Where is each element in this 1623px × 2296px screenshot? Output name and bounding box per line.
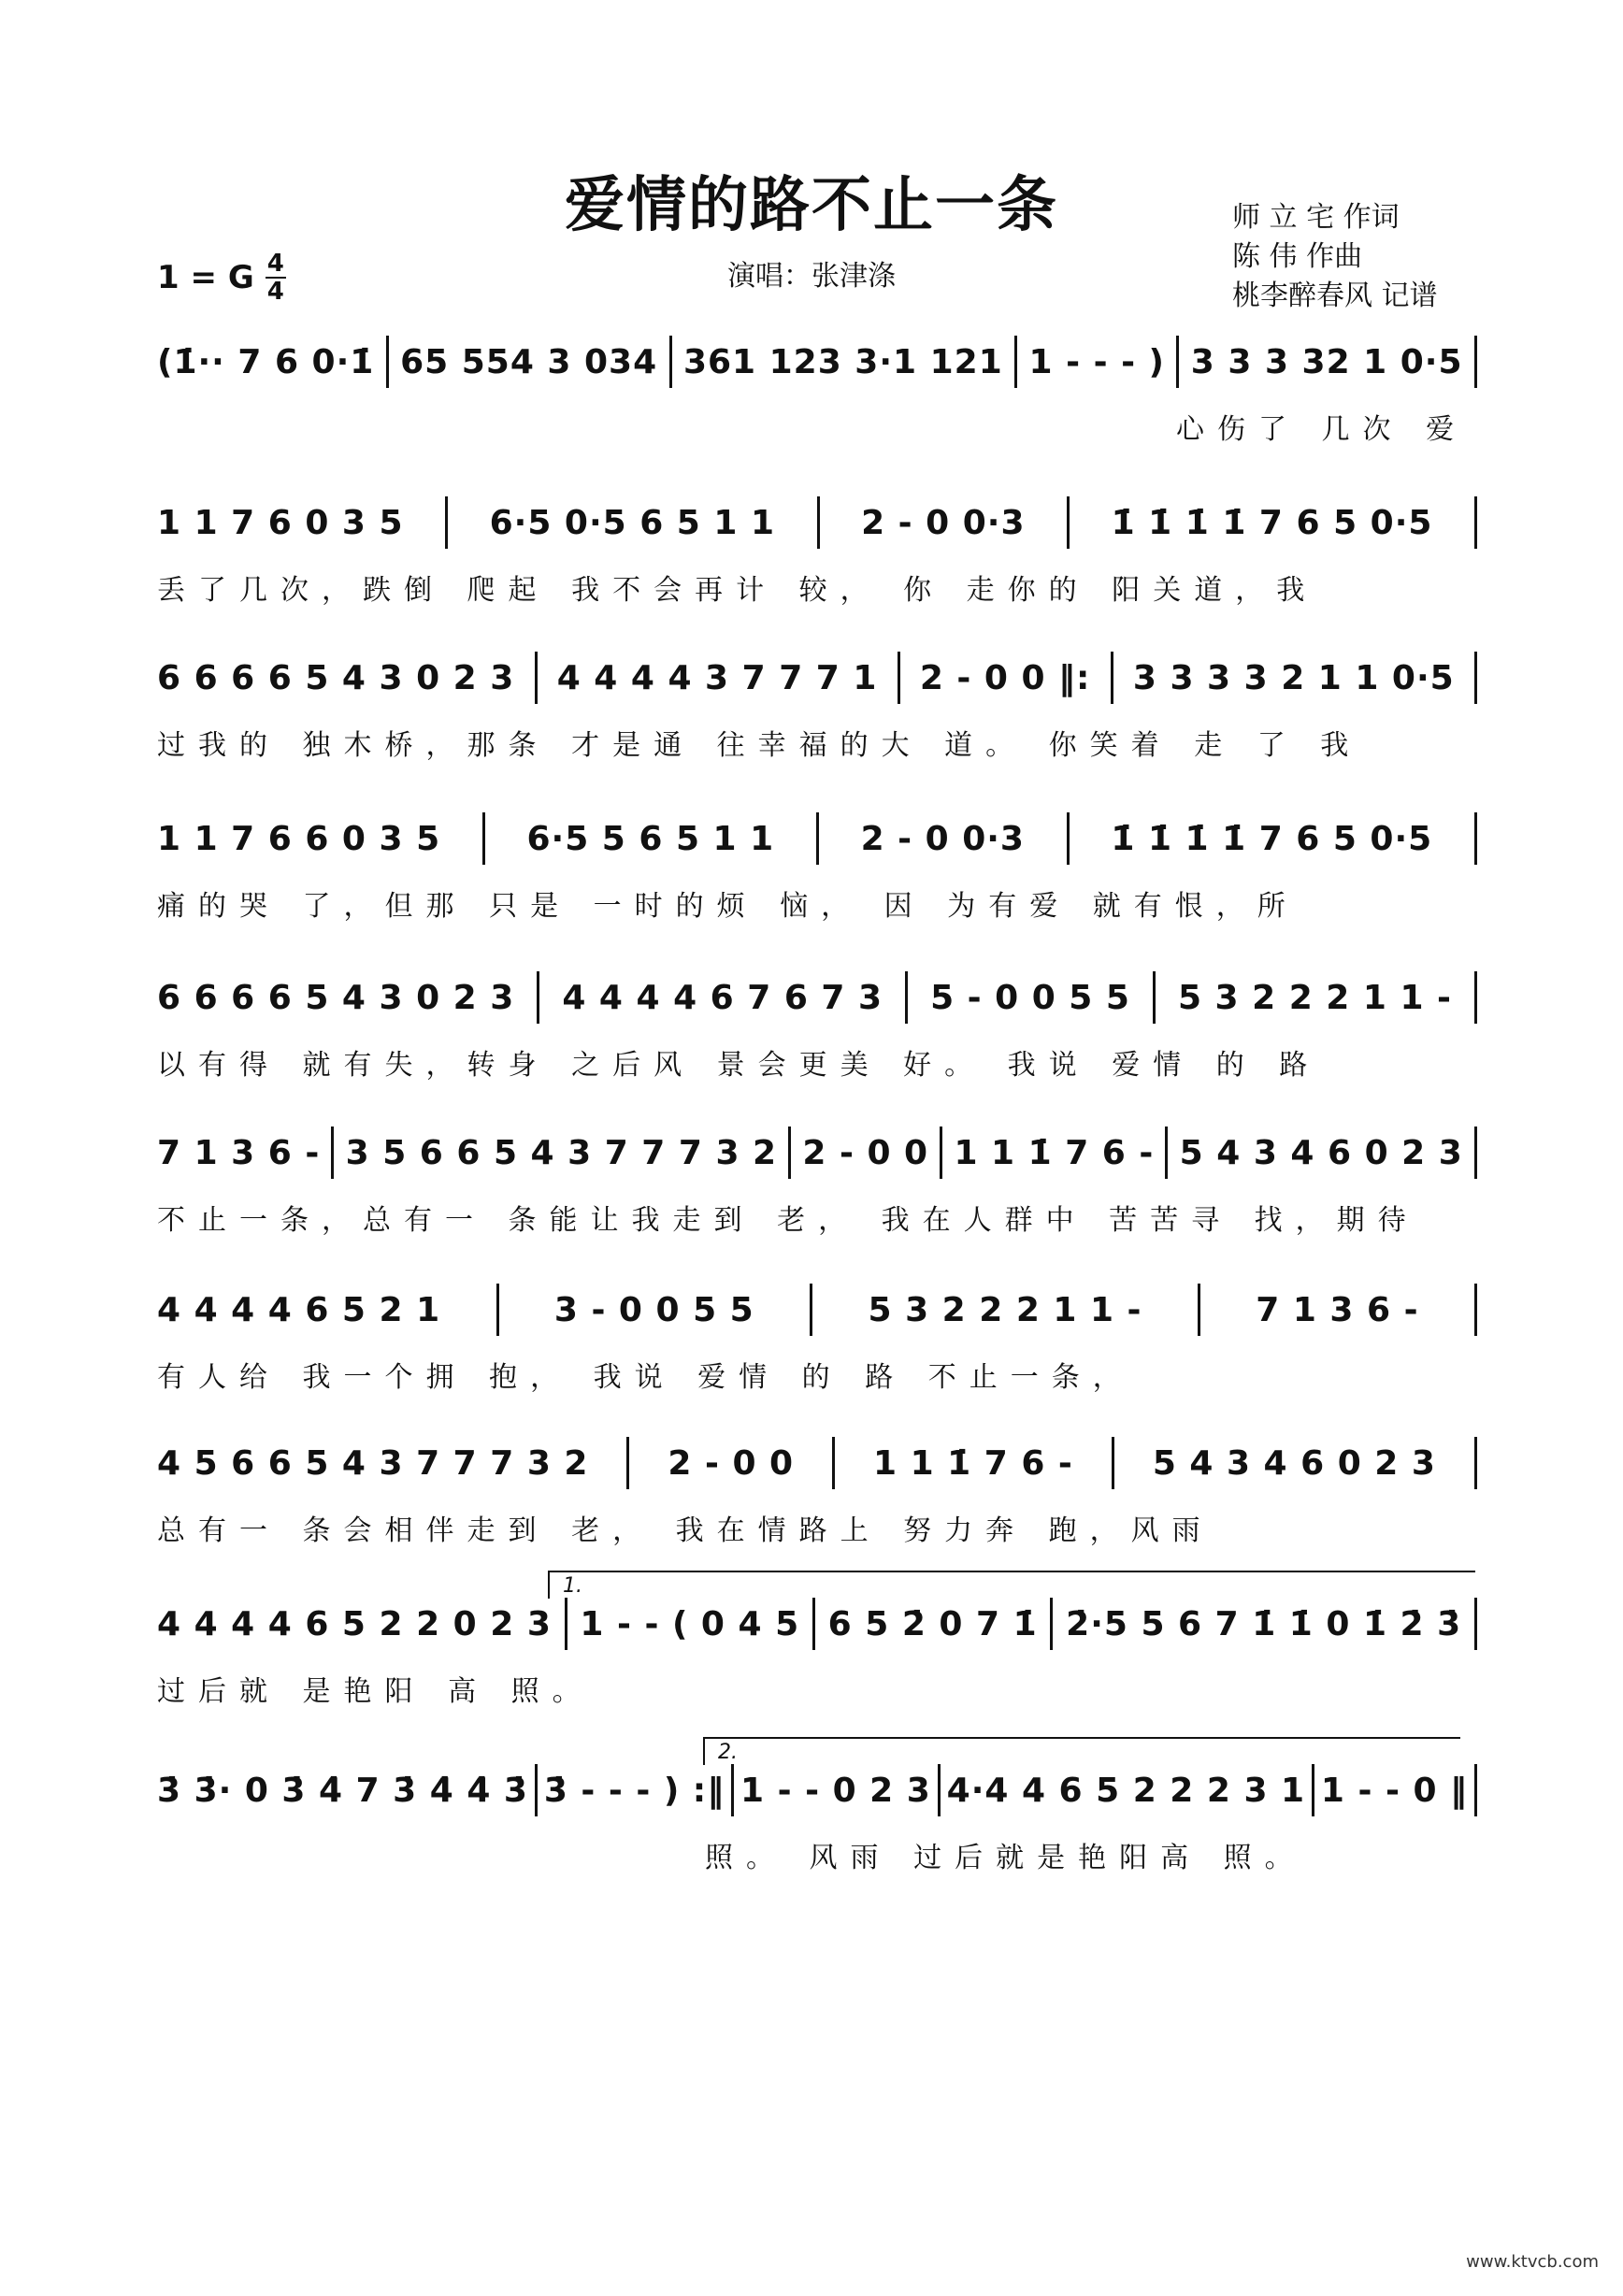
time-signature	[266, 251, 286, 305]
barline	[1176, 336, 1179, 388]
lyrics-line: 以有得 就有失，转身 之后风 景会更美 好。 我说 爱情 的 路	[157, 1049, 1321, 1082]
barline	[1474, 1126, 1477, 1179]
barline	[445, 496, 448, 549]
measure: 5 3 2 2 2 1 1 -	[868, 1290, 1142, 1329]
measure: 1 - - 0 2 3	[740, 1771, 931, 1810]
measure: 1 - - 0 ‖	[1320, 1771, 1469, 1810]
barline	[1474, 652, 1477, 704]
barline	[1067, 496, 1070, 549]
lyrics-line: 痛的哭 了，但那 只是 一时的烦 恼， 因 为有爱 就有恨，所	[157, 890, 1299, 923]
measure: 361 123 3·1 121	[682, 342, 1003, 381]
barline	[1474, 1598, 1477, 1650]
measure: 1̇ 1̇ 1̇ 1̇ 7 6 5 0·5	[1111, 819, 1433, 858]
barline	[938, 1764, 941, 1816]
key-label: 1 = G	[157, 259, 254, 296]
barline	[386, 336, 389, 388]
measure: (1̇·· 7 6 0·1̇	[157, 342, 375, 381]
barline	[1111, 652, 1113, 704]
lyrics-line: 心伤了 几次 爱	[1176, 413, 1468, 446]
lyrics-line: 丢了几次，跌倒 爬起 我不会再计 较， 你 走你的 阳关道，我	[157, 574, 1318, 607]
barline	[1474, 1284, 1477, 1336]
barline	[1474, 336, 1477, 388]
barline	[669, 336, 672, 388]
barline	[537, 971, 539, 1024]
barline	[1153, 971, 1156, 1024]
barline	[1474, 1764, 1477, 1816]
barline	[810, 1284, 812, 1336]
notation-line	[157, 645, 1477, 710]
measure: 6 6 6 6 5 4 3 0 2 3	[157, 658, 515, 697]
barline	[817, 496, 820, 549]
measure: 1 1 7 6 0 3 5	[157, 503, 404, 542]
barline	[1474, 971, 1477, 1024]
notation-line	[157, 490, 1477, 555]
measure: 65 554 3 034	[400, 342, 658, 381]
measure: 2 - 0 0 ‖:	[919, 658, 1091, 697]
measure: 5 4 3 4 6 0 2 3	[1152, 1443, 1436, 1483]
notation-line	[157, 1758, 1477, 1823]
barline	[832, 1437, 835, 1489]
measure: 4 4 4 4 6 5 2 1	[157, 1290, 441, 1329]
measure: 4 5 6 6 5 4 3 7 7 7 3 2	[157, 1443, 589, 1483]
barline	[626, 1437, 629, 1489]
measure: 2 - 0 0·3	[860, 819, 1025, 858]
lyrics-line: 有人给 我一个拥 抱， 我说 爱情 的 路 不止一条，	[157, 1361, 1134, 1394]
measure: 7 1 3 6 -	[1256, 1290, 1419, 1329]
barline	[905, 971, 908, 1024]
barline	[1312, 1764, 1314, 1816]
notation-line	[157, 1120, 1477, 1185]
notation-line	[157, 329, 1477, 395]
lyrics-line: 过我的 独木桥，那条 才是通 往幸福的大 道。 你笑着 走 了 我	[157, 729, 1362, 762]
key-signature	[157, 251, 286, 305]
measure: 6·5 0·5 6 5 1 1	[489, 503, 776, 542]
measure: 2 - 0 0·3	[861, 503, 1026, 542]
barline	[731, 1764, 734, 1816]
measure: 1 1 1̇ 7 6 -	[954, 1133, 1155, 1172]
barline	[1165, 1126, 1168, 1179]
barline	[1198, 1284, 1200, 1336]
measure: 4·4 4 6 5 2 2 2 3 1	[946, 1771, 1306, 1810]
barline	[940, 1126, 942, 1179]
song-title: 爱情的路不止一条	[565, 170, 1058, 240]
lyrics-line: 总有一 条会相伴走到 老， 我在情路上 努力奔 跑，风雨	[157, 1514, 1214, 1547]
measure: 3̇ 3̇· 0 3̇ 4̇ 7 3̇ 4̇ 4̇ 3̇	[157, 1771, 528, 1810]
barline	[535, 652, 538, 704]
barline	[1014, 336, 1017, 388]
measure: 5 3 2 2 2 1 1 -	[1177, 978, 1452, 1017]
barline	[331, 1126, 334, 1179]
barline	[496, 1284, 499, 1336]
volta-label: 2.	[718, 1741, 738, 1764]
measure: 3 3 3 32 1 0·5	[1190, 342, 1463, 381]
composer-credit: 陈 伟 作曲	[1232, 240, 1363, 273]
measure: 2 - 0 0	[802, 1133, 929, 1172]
notation-line	[157, 1591, 1477, 1657]
volta-label: 1.	[563, 1574, 582, 1598]
measure: 6·5 5 6 5 1 1	[526, 819, 775, 858]
barline	[535, 1764, 538, 1816]
measure: 1̇ 1̇ 1̇ 1̇ 7 6 5 0·5	[1111, 503, 1433, 542]
measure: 1 - - ( 0 4 5	[580, 1604, 800, 1643]
measure: 2 - 0 0	[668, 1443, 795, 1483]
barline	[1067, 812, 1070, 865]
measure: 3 3 3 3 2 1 1 0·5	[1132, 658, 1455, 697]
barline	[1474, 1437, 1477, 1489]
measure: 1 1 1̇ 7 6 -	[873, 1443, 1073, 1483]
measure: 1 1 7 6 6 0 3 5	[157, 819, 441, 858]
measure: 1 - - - )	[1028, 342, 1165, 381]
measure: 2̇·5 5 6 7 1̇ 1̇ 0 1̇ 2̇ 3̇	[1066, 1604, 1462, 1643]
notation-line	[157, 1430, 1477, 1496]
measure: 3̇ - - - ) :‖	[543, 1771, 725, 1810]
barline	[788, 1126, 791, 1179]
barline	[898, 652, 900, 704]
measure: 6 5 2̇ 0 7 1̇	[827, 1604, 1038, 1643]
transcriber-credit: 桃李醉春风 记谱	[1232, 280, 1438, 312]
time-denominator: 4	[266, 278, 284, 306]
measure: 4 4 4 4 6 5 2 2 0 2 3	[157, 1604, 552, 1643]
measure: 5 4 3 4 6 0 2 3	[1179, 1133, 1463, 1172]
measure: 7 1 3 6 -	[157, 1133, 321, 1172]
lyrics-line: 不止一条，总有一 条能让我走到 老， 我在人群中 苦苦寻 找，期待	[157, 1204, 1419, 1237]
measure: 4 4 4 4 3 7 7 7 1	[556, 658, 878, 697]
barline	[482, 812, 485, 865]
measure: 5 - 0 0 5 5	[930, 978, 1130, 1017]
barline	[565, 1598, 567, 1650]
watermark: www.ktvcb.com	[1466, 2252, 1599, 2272]
measure: 4 4 4 4 6 7 6 7 3	[562, 978, 883, 1017]
measure: 3 - 0 0 5 5	[553, 1290, 754, 1329]
barline	[816, 812, 819, 865]
notation-line	[157, 806, 1477, 871]
barline	[812, 1598, 815, 1650]
barline	[1050, 1598, 1053, 1650]
measure: 3 5 6 6 5 4 3 7 7 7 3 2	[345, 1133, 778, 1172]
lyrics-line: 照。 风雨 过后就是艳阳高 照。	[705, 1842, 1306, 1874]
lyrics-line: 过后就 是艳阳 高 照。	[157, 1675, 594, 1708]
lyricist-credit: 师 立 宅 作词	[1232, 201, 1400, 234]
barline	[1474, 496, 1477, 549]
barline	[1112, 1437, 1114, 1489]
singer-credit: 演唱：张津涤	[727, 260, 896, 293]
notation-line	[157, 1277, 1477, 1342]
measure: 6 6 6 6 5 4 3 0 2 3	[157, 978, 515, 1017]
notation-line	[157, 965, 1477, 1030]
barline	[1474, 812, 1477, 865]
time-numerator: 4	[266, 250, 284, 278]
